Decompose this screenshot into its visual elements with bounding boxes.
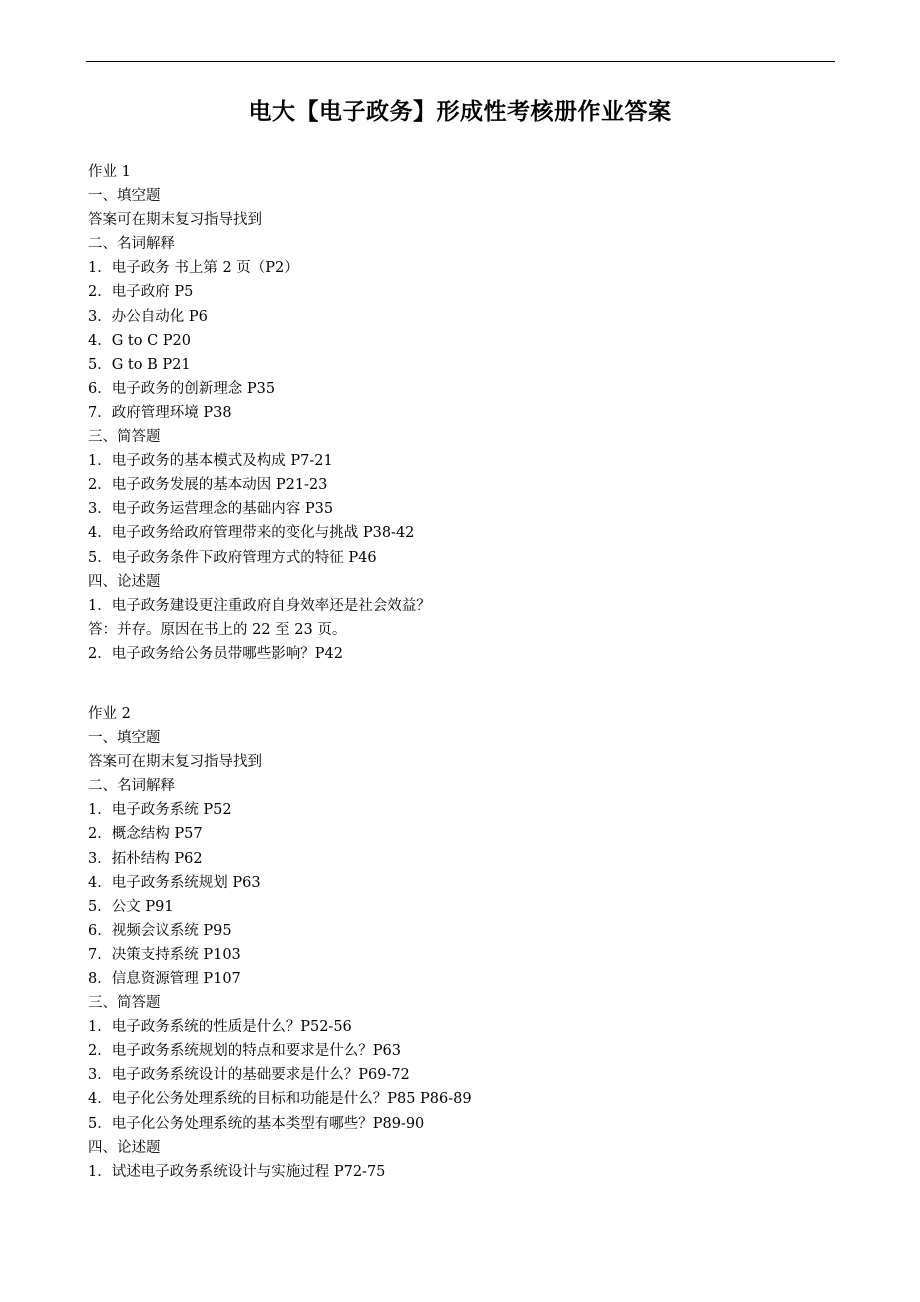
- list-item: 2．电子政务系统规划的特点和要求是什么？P63: [88, 1043, 401, 1060]
- assignment-2: [88, 702, 848, 1184]
- list-item: 1．电子政务的基本模式及构成 P7-21: [88, 453, 333, 470]
- section-gap: [88, 666, 848, 702]
- assignment-heading: 作业 1: [88, 164, 131, 180]
- list-item: 5．G to B P21: [88, 356, 191, 373]
- section-heading: 三、简答题: [88, 429, 161, 446]
- list-item: 8．信息资源管理 P107: [88, 971, 241, 987]
- text-line: 答案可在期末复习指导找到: [88, 212, 262, 229]
- section-heading: 一、填空题: [88, 188, 161, 205]
- document-title: 电大【电子政务】形成性考核册作业答案: [248, 99, 672, 125]
- list-item: 1．电子政务系统的性质是什么？P52-56: [88, 1019, 352, 1036]
- list-item: 1．电子政务建设更注重政府自身效率还是社会效益？: [88, 597, 431, 614]
- list-item: 4．G to C P20: [88, 332, 191, 349]
- assignment-heading: 作业 2: [88, 705, 131, 722]
- list-item: 3．电子政务运营理念的基础内容 P35: [88, 501, 334, 518]
- list-item: 1．电子政务系统 P52: [88, 802, 232, 819]
- section-heading: 二、名词解释: [88, 236, 175, 253]
- list-item: 7．政府管理环境 P38: [88, 404, 232, 421]
- section-heading: 三、简答题: [88, 995, 161, 1012]
- list-item: 2．电子政府 P5: [88, 284, 194, 301]
- list-item: 3．办公自动化 P6: [88, 308, 208, 325]
- list-item: 5．电子化公务处理系统的基本类型有哪些？P89-90: [88, 1115, 425, 1132]
- list-item: 5．公文 P91: [88, 898, 174, 915]
- list-item: 3．拓朴结构 P62: [88, 850, 203, 867]
- section-heading: 四、论述题: [88, 573, 161, 590]
- list-item: 1．电子政务 书上第 2 页（P2）: [88, 260, 299, 277]
- list-item: 2．电子政务发展的基本动因 P21-23: [88, 477, 328, 494]
- list-item: 4．电子政务给政府管理带来的变化与挑战 P38-42: [88, 525, 415, 542]
- list-item: 5．电子政务条件下政府管理方式的特征 P46: [88, 549, 377, 566]
- assignment-1: [88, 160, 848, 666]
- list-item: 4．电子政务系统规划 P63: [88, 874, 261, 891]
- list-item: 1．试述电子政务系统设计与实施过程 P72-75: [88, 1163, 386, 1180]
- list-item: 4．电子化公务处理系统的目标和功能是什么？P85 P86-89: [88, 1091, 472, 1108]
- document-body: [88, 160, 848, 1184]
- list-item: 6．视频会议系统 P95: [88, 922, 232, 939]
- section-heading: 一、填空题: [88, 730, 161, 747]
- text-line: 答案可在期末复习指导找到: [88, 754, 262, 771]
- answer-line: 答：并存。原因在书上的 22 至 23 页。: [88, 621, 347, 638]
- list-item: 2．电子政务给公务员带哪些影响？P42: [88, 645, 343, 662]
- list-item: 7．决策支持系统 P103: [88, 946, 241, 963]
- list-item: 2．概念结构 P57: [88, 826, 203, 843]
- section-heading: 四、论述题: [88, 1139, 161, 1156]
- section-heading: 二、名词解释: [88, 778, 175, 795]
- list-item: 3．电子政务系统设计的基础要求是什么？P69-72: [88, 1067, 410, 1084]
- list-item: 6．电子政务的创新理念 P35: [88, 380, 276, 397]
- header-rule: [86, 61, 835, 62]
